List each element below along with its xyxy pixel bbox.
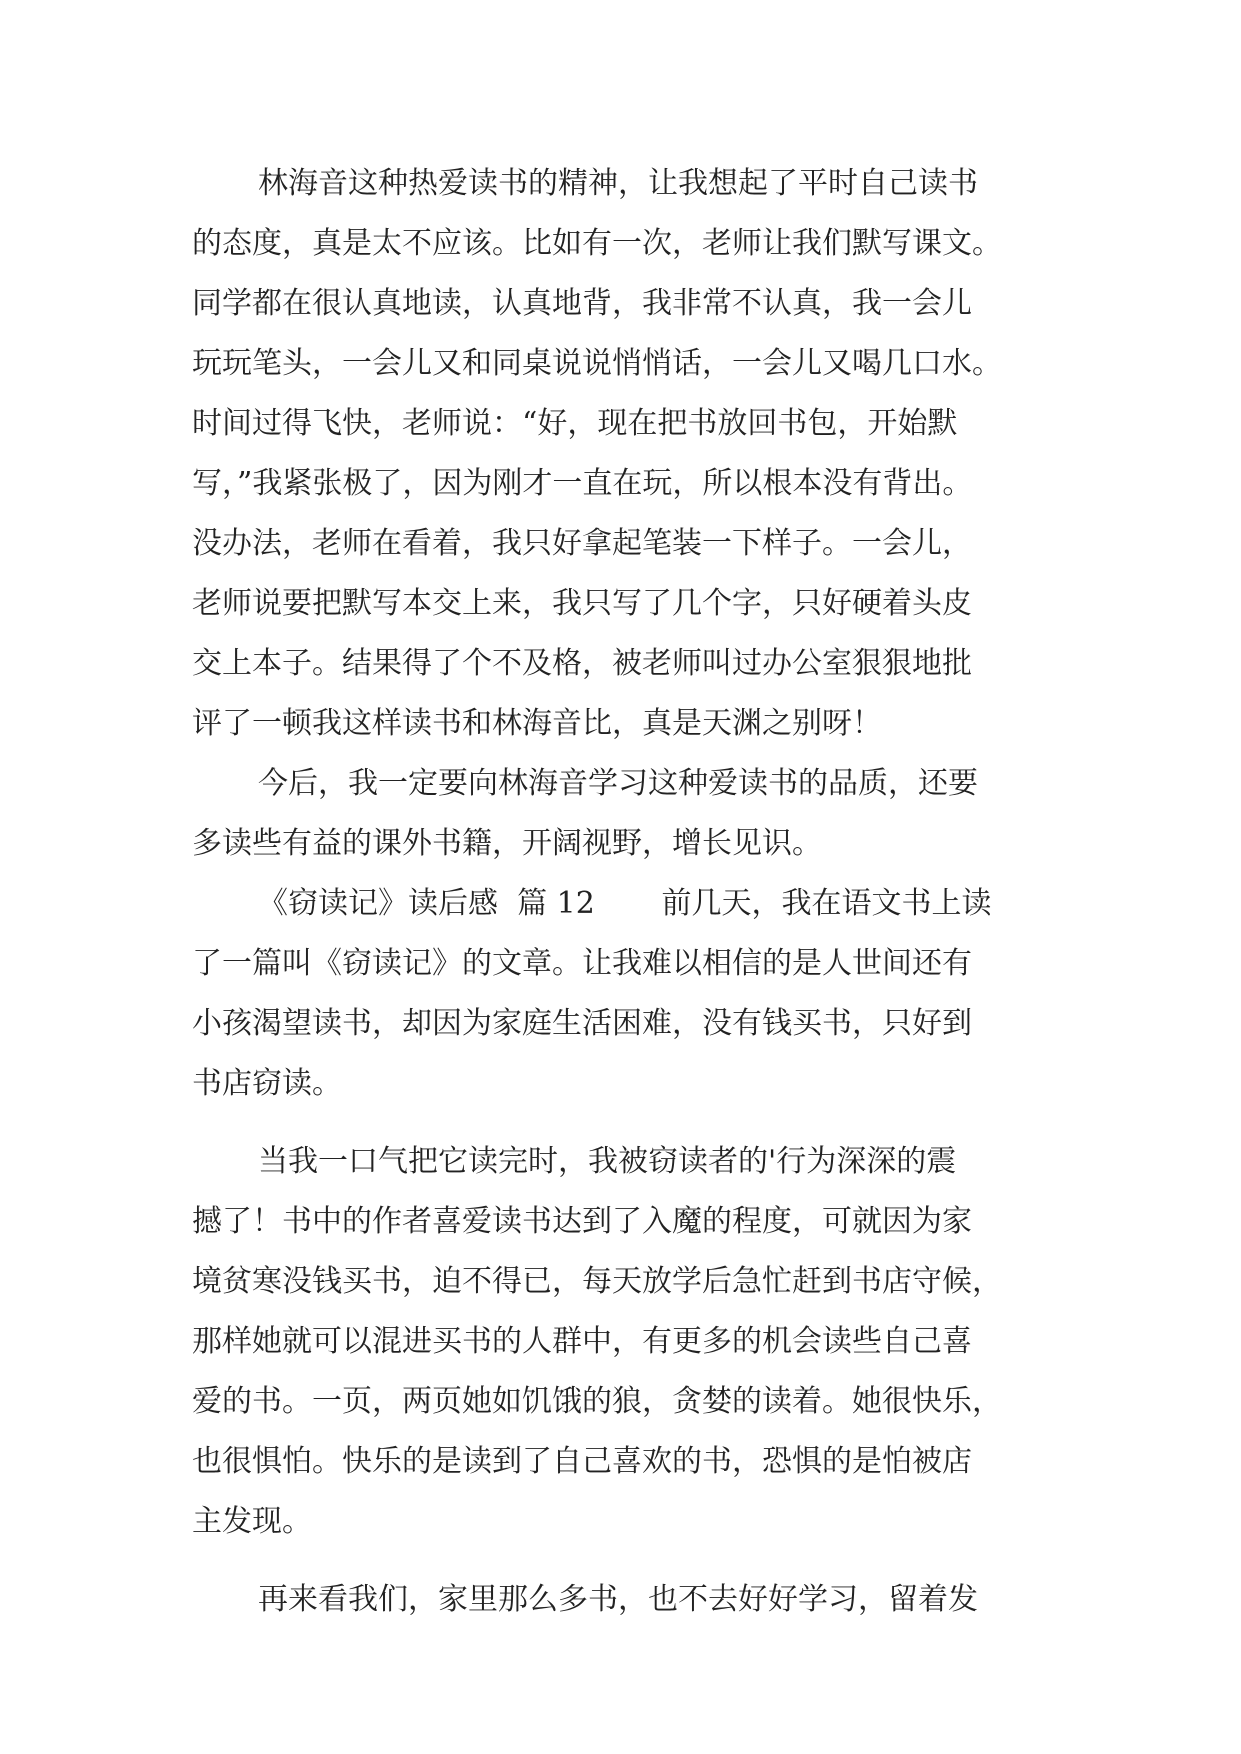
text-line: 当我一口气把它读完时，我被窃读者的'行为深深的震 xyxy=(258,1144,957,1179)
text-line: 那样她就可以混进买书的人群中，有更多的机会读些自己喜 xyxy=(192,1324,972,1359)
text-line: 写，”我紧张极了，因为刚才一直在玩，所以根本没有背出。 xyxy=(192,466,973,501)
text-line: 多读些有益的课外书籍，开阔视野，增长见识。 xyxy=(192,826,822,861)
text-line: 玩玩笔头，一会儿又和同桌说说悄悄话，一会儿又喝几口水。 xyxy=(192,346,1002,381)
text-line: 书店窃读。 xyxy=(192,1066,342,1101)
text-line: 同学都在很认真地读，认真地背，我非常不认真，我一会儿 xyxy=(192,286,972,321)
text-line: 主发现。 xyxy=(192,1504,312,1539)
text-line: 时间过得飞快，老师说：“好，现在把书放回书包，开始默 xyxy=(192,406,958,441)
text-line: 林海音这种热爱读书的精神，让我想起了平时自己读书 xyxy=(258,166,978,201)
text-line: 撼了！书中的作者喜爱读书达到了入魔的程度，可就因为家 xyxy=(192,1204,972,1239)
section-heading-line: 《窃读记》读后感 篇 12 前几天，我在语文书上读 xyxy=(258,886,992,921)
text-line: 小孩渴望读书，却因为家庭生活困难，没有钱买书，只好到 xyxy=(192,1006,972,1041)
text-line: 今后，我一定要向林海音学习这种爱读书的品质，还要 xyxy=(258,766,978,801)
text-line: 爱的书。一页，两页她如饥饿的狼，贪婪的读着。她很快乐， xyxy=(192,1384,1002,1419)
text-line: 老师说要把默写本交上来，我只写了几个字，只好硬着头皮 xyxy=(192,586,972,621)
text-line: 境贫寒没钱买书，迫不得已，每天放学后急忙赶到书店守候， xyxy=(192,1264,1002,1299)
text-line: 了一篇叫《窃读记》的文章。让我难以相信的是人世间还有 xyxy=(192,946,972,981)
text-line: 的态度，真是太不应该。比如有一次，老师让我们默写课文。 xyxy=(192,226,1002,261)
text-line: 也很惧怕。快乐的是读到了自己喜欢的书，恐惧的是怕被店 xyxy=(192,1444,972,1479)
text-line: 交上本子。结果得了个不及格，被老师叫过办公室狠狠地批 xyxy=(192,646,972,681)
text-line: 再来看我们，家里那么多书，也不去好好学习，留着发 xyxy=(258,1582,978,1617)
text-line: 没办法，老师在看着，我只好拿起笔装一下样子。一会儿， xyxy=(192,526,972,561)
text-line: 评了一顿我这样读书和林海音比，真是天渊之别呀！ xyxy=(192,706,882,741)
